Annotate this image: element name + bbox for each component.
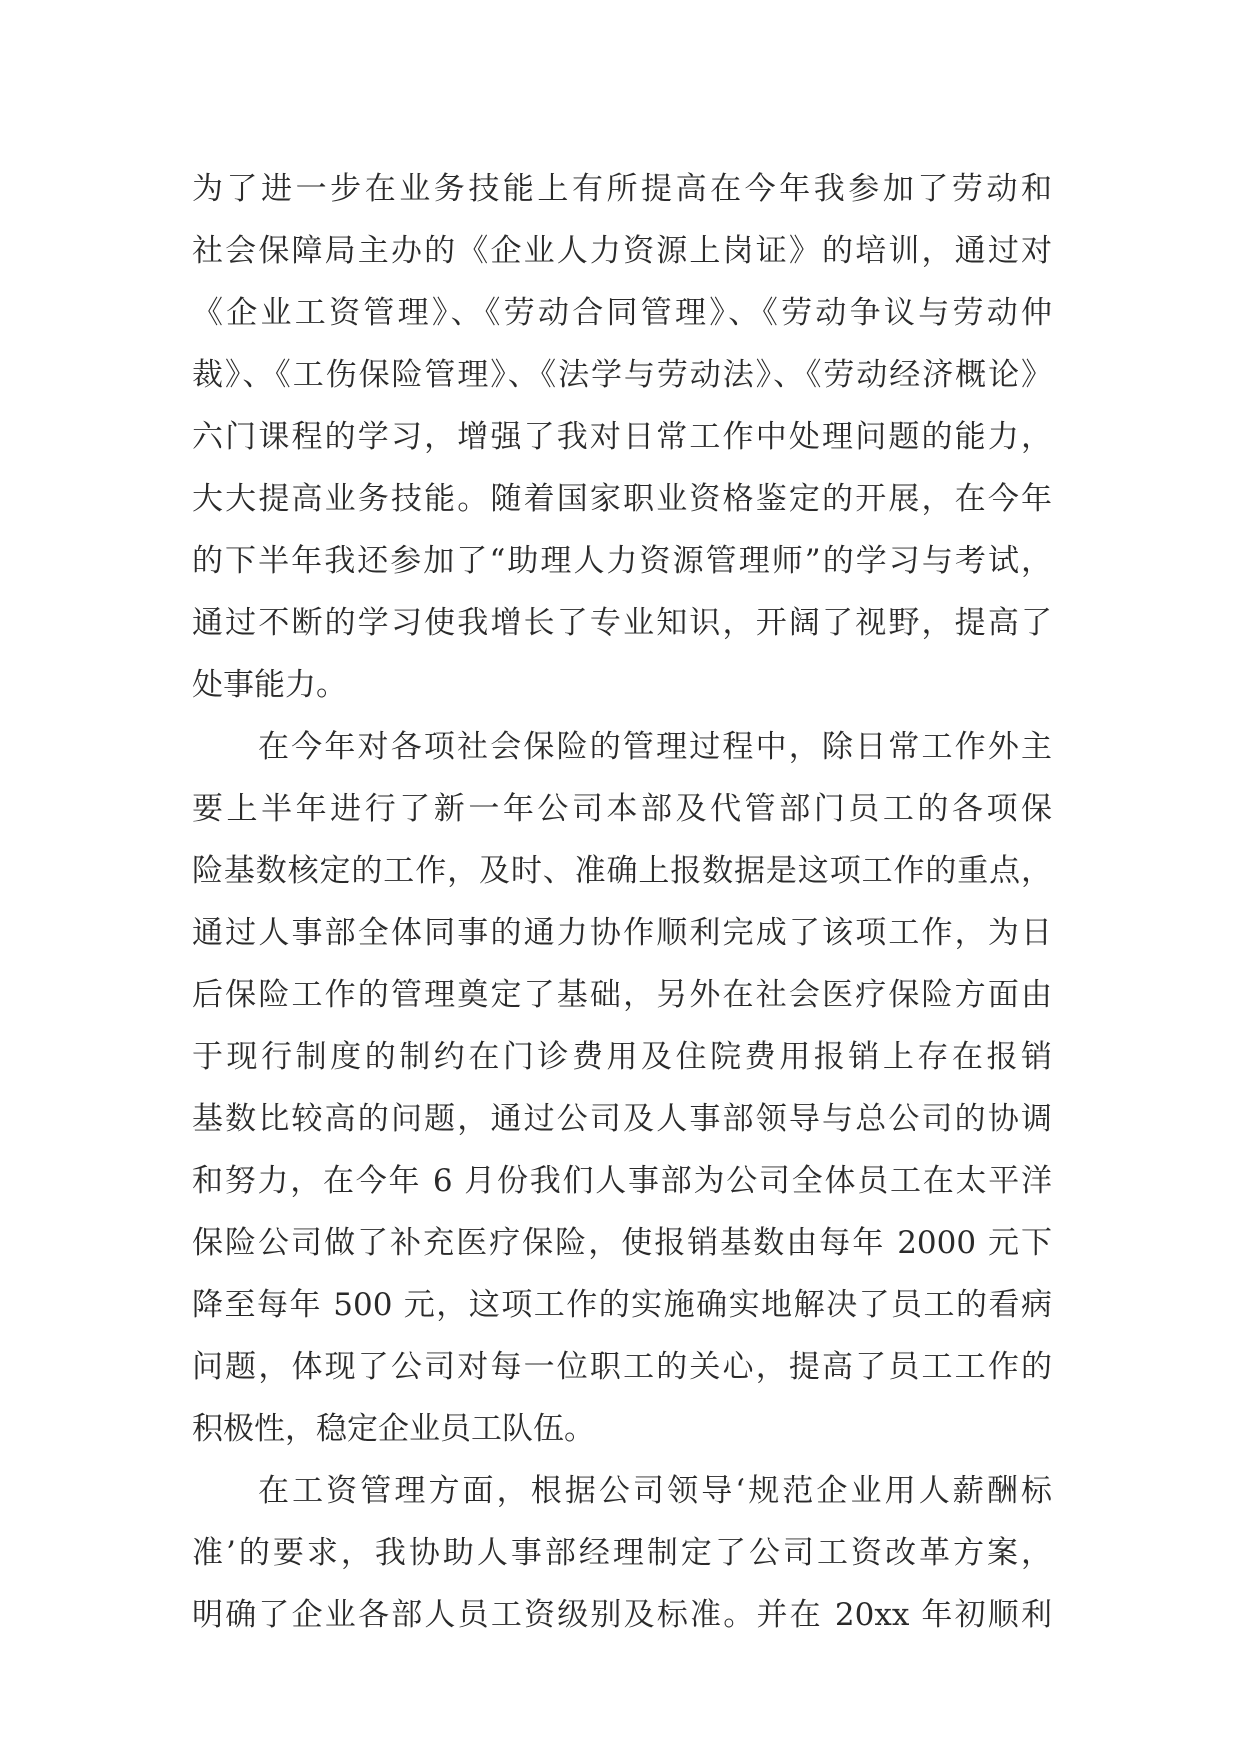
text-line: 裁》、《工伤保险管理》、《法学与劳动法》、《劳动经济概论》 <box>192 357 1052 393</box>
text-line: 通过不断的学习使我增长了专业知识，开阔了视野，提高了 <box>192 605 1052 641</box>
text-line: 大大提高业务技能。随着国家职业资格鉴定的开展，在今年 <box>192 481 1052 517</box>
text-line: 后保险工作的管理奠定了基础，另外在社会医疗保险方面由 <box>192 977 1052 1013</box>
paragraph-first-line: 在工资管理方面，根据公司领导‘规范企业用人薪酬标 <box>258 1473 1052 1509</box>
text-line: 降至每年 500 元，这项工作的实施确实地解决了员工的看病 <box>192 1287 1052 1323</box>
text-line: 的下半年我还参加了“助理人力资源管理师”的学习与考试， <box>192 543 1052 579</box>
text-line: 社会保障局主办的《企业人力资源上岗证》的培训，通过对 <box>192 233 1052 269</box>
text-line: 《企业工资管理》、《劳动合同管理》、《劳动争议与劳动仲 <box>192 295 1052 331</box>
text-line: 处事能力。 <box>192 667 347 703</box>
text-line: 积极性，稳定企业员工队伍。 <box>192 1411 595 1447</box>
text-line: 准’的要求，我协助人事部经理制定了公司工资改革方案， <box>192 1535 1052 1571</box>
text-line: 问题，体现了公司对每一位职工的关心，提高了员工工作的 <box>192 1349 1052 1385</box>
text-line: 基数比较高的问题，通过公司及人事部领导与总公司的协调 <box>192 1101 1052 1137</box>
text-line: 通过人事部全体同事的通力协作顺利完成了该项工作，为日 <box>192 915 1052 951</box>
text-line: 于现行制度的制约在门诊费用及住院费用报销上存在报销 <box>192 1039 1052 1075</box>
text-line: 为了进一步在业务技能上有所提高在今年我参加了劳动和 <box>192 171 1052 207</box>
text-line: 保险公司做了补充医疗保险，使报销基数由每年 2000 元下 <box>192 1225 1052 1261</box>
text-line: 六门课程的学习，增强了我对日常工作中处理问题的能力， <box>192 419 1052 455</box>
paragraph-first-line: 在今年对各项社会保险的管理过程中，除日常工作外主 <box>258 729 1052 765</box>
text-line: 明确了企业各部人员工资级别及标准。并在 20xx 年初顺利 <box>192 1597 1052 1633</box>
text-line: 要上半年进行了新一年公司本部及代管部门员工的各项保 <box>192 791 1052 827</box>
text-line: 险基数核定的工作，及时、准确上报数据是这项工作的重点， <box>192 853 1052 889</box>
text-line: 和努力，在今年 6 月份我们人事部为公司全体员工在太平洋 <box>192 1163 1052 1199</box>
body-text <box>192 158 1052 1646</box>
